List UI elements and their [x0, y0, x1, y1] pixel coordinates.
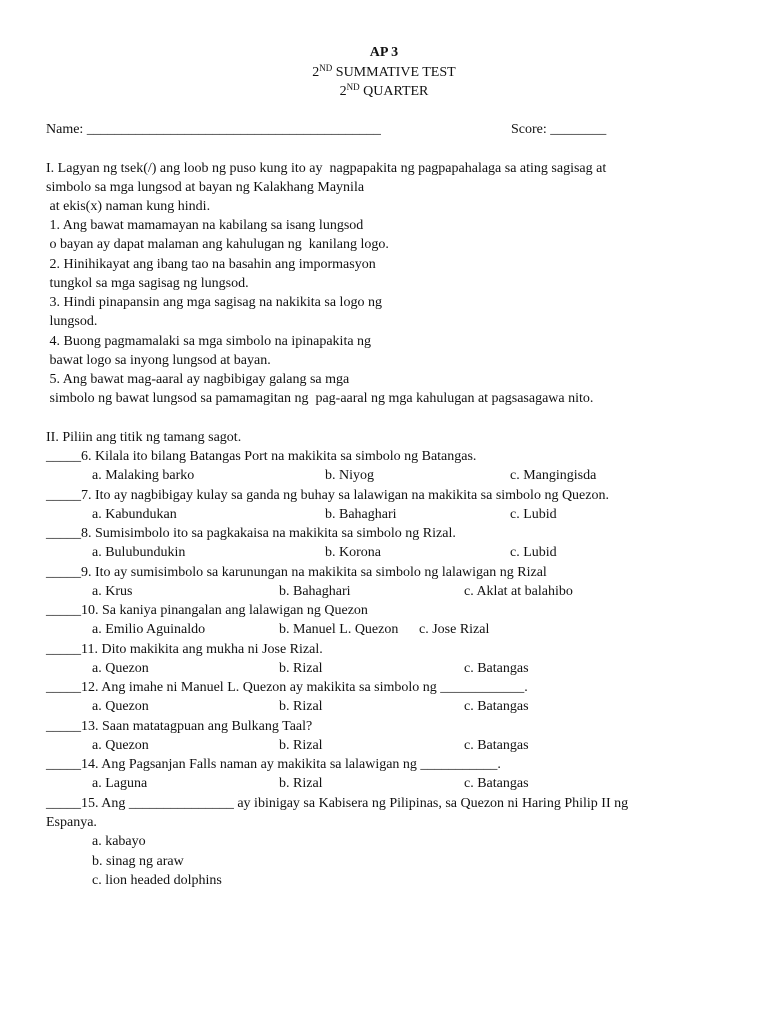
quarter-title: [0, 83, 768, 101]
part1-item-line: 2. Hinihikayat ang ibang tao na basahin ang impormasyon: [46, 257, 376, 272]
q11-option-a: a. Quezon: [92, 661, 149, 676]
score-field[interactable]: [511, 121, 606, 139]
part1-instruction-line: simbolo sa mga lungsod at bayan ng Kalakhang Maynila: [46, 180, 365, 195]
question-6: _____6. Kilala ito bilang Batangas Port na makikita sa simbolo ng Batangas.: [46, 449, 477, 464]
q14-option-c: c. Batangas: [464, 776, 529, 791]
score-label: Score:: [511, 122, 551, 137]
question-12: _____12. Ang imahe ni Manuel L. Quezon ay makikita sa simbolo ng ____________.: [46, 680, 528, 695]
q8-option-b: b. Korona: [325, 545, 381, 560]
q13-option-c: c. Batangas: [464, 738, 529, 753]
part1-item-line: tungkol sa mga sagisag ng lungsod.: [46, 276, 249, 291]
question-7: _____7. Ito ay nagbibigay kulay sa ganda ng buhay sa lalawigan na makikita sa simbolo ng Quezon.: [46, 488, 609, 503]
q11-option-b: b. Rizal: [279, 661, 323, 676]
part1-instruction-line: I. Lagyan ng tsek(/) ang loob ng puso kung ito ay nagpapakita ng pagpapahalaga sa ating sagisag at: [46, 161, 607, 176]
part1-instruction-line: at ekis(x) naman kung hindi.: [46, 199, 211, 214]
q15-option-a: a. kabayo: [92, 834, 146, 849]
q14-option-b: b. Rizal: [279, 776, 323, 791]
part1-item-line: o bayan ay dapat malaman ang kahulugan ng kanilang logo.: [46, 237, 389, 252]
q6-option-b: b. Niyog: [325, 468, 374, 483]
part1-item-line: 5. Ang bawat mag-aaral ay nagbibigay galang sa mga: [46, 372, 350, 387]
q15-option-b: b. sinag ng araw: [92, 854, 184, 869]
question-13: _____13. Saan matatagpuan ang Bulkang Taal?: [46, 719, 313, 734]
question-15: _____15. Ang _______________ ay ibinigay sa Kabisera ng Pilipinas, sa Quezon ni Haring Philip II ng: [46, 796, 629, 811]
q10-option-b: b. Manuel L. Quezon: [279, 622, 399, 637]
q10-option-c: c. Jose Rizal: [419, 622, 490, 637]
question-8: _____8. Sumisimbolo ito sa pagkakaisa na makikita sa simbolo ng Rizal.: [46, 526, 456, 541]
q7-option-b: b. Bahaghari: [325, 507, 397, 522]
part1-item-line: 3. Hindi pinapansin ang mga sagisag na nakikita sa logo ng: [46, 295, 382, 310]
part1-item-line: bawat logo sa inyong lungsod at bayan.: [46, 353, 271, 368]
question-10: _____10. Sa kaniya pinangalan ang lalawigan ng Quezon: [46, 603, 368, 618]
q12-option-b: b. Rizal: [279, 699, 323, 714]
q8-option-a: a. Bulubundukin: [92, 545, 186, 560]
question-11: _____11. Dito makikita ang mukha ni Jose Rizal.: [46, 642, 323, 657]
quarter-sup: ND: [346, 82, 360, 92]
part1-item-line: lungsod.: [46, 314, 98, 329]
score-blank[interactable]: ________: [550, 122, 607, 137]
q14-option-a: a. Laguna: [92, 776, 148, 791]
q11-option-c: c. Batangas: [464, 661, 529, 676]
name-field[interactable]: [46, 121, 381, 139]
q12-option-a: a. Quezon: [92, 699, 149, 714]
question-9: _____9. Ito ay sumisimbolo sa karunungan na makikita sa simbolo ng lalawigan ng Rizal: [46, 565, 547, 580]
part1-item-line: simbolo ng bawat lungsod sa pamamagitan ng pag-aaral ng mga kahulugan at pagsasagawa nito.: [46, 391, 594, 406]
name-blank[interactable]: __________________________________________: [86, 122, 381, 137]
q13-option-a: a. Quezon: [92, 738, 149, 753]
q7-option-a: a. Kabundukan: [92, 507, 177, 522]
q7-option-c: c. Lubid: [510, 507, 557, 522]
q13-option-b: b. Rizal: [279, 738, 323, 753]
test-sup: ND: [319, 63, 333, 73]
q6-option-c: c. Mangingisda: [510, 468, 597, 483]
q15-option-c: c. lion headed dolphins: [92, 873, 222, 888]
q6-option-a: a. Malaking barko: [92, 468, 195, 483]
question-15-cont: Espanya.: [46, 815, 97, 830]
q10-option-a: a. Emilio Aguinaldo: [92, 622, 206, 637]
part2-instruction: II. Piliin ang titik ng tamang sagot.: [46, 430, 242, 445]
q9-option-b: b. Bahaghari: [279, 584, 351, 599]
test-rest: SUMMATIVE TEST: [332, 65, 456, 80]
test-title: [0, 64, 768, 82]
part1-item-line: 1. Ang bawat mamamayan na kabilang sa isang lungsod: [46, 218, 364, 233]
quarter-num: 2: [339, 84, 347, 99]
quarter-rest: QUARTER: [359, 84, 429, 99]
q12-option-c: c. Batangas: [464, 699, 529, 714]
name-label: Name:: [46, 122, 87, 137]
q8-option-c: c. Lubid: [510, 545, 557, 560]
subject-title: AP 3: [369, 45, 399, 60]
q9-option-a: a. Krus: [92, 584, 133, 599]
question-14: _____14. Ang Pagsanjan Falls naman ay makikita sa lalawigan ng ___________.: [46, 757, 501, 772]
part1-item-line: 4. Buong pagmamalaki sa mga simbolo na ipinapakita ng: [46, 334, 372, 349]
q9-option-c: c. Aklat at balahibo: [464, 584, 573, 599]
test-num: 2: [312, 65, 320, 80]
